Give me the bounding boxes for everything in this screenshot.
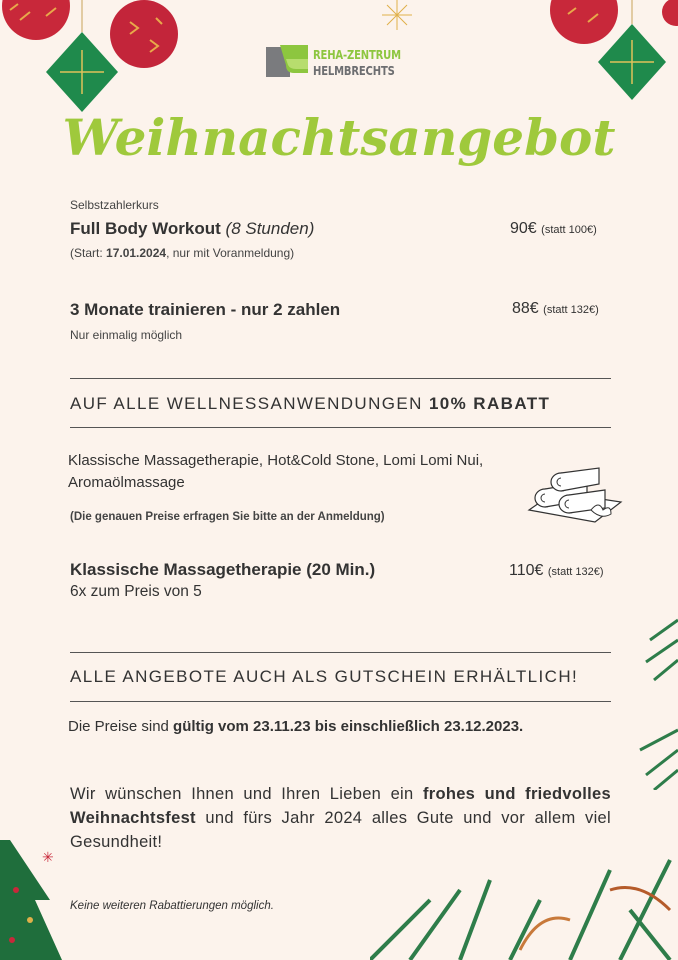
star-sparkle-icon	[380, 0, 414, 32]
validity-dates: gültig vom 23.11.23 bis einschließlich 23.12.2023.	[173, 718, 524, 735]
offer1-price-value: 90€	[510, 220, 537, 237]
validity-prefix: Die Preise sind	[68, 718, 174, 735]
logo-mark-icon	[266, 45, 308, 78]
wellness-heading	[70, 394, 550, 414]
offer2-old-price: (statt 132€)	[543, 304, 599, 316]
offer3-price-value: 110€	[509, 562, 544, 579]
svg-text:✳: ✳	[42, 849, 54, 865]
offer1-title	[70, 219, 314, 239]
greeting-bold: frohes und friedvolles Weihnachtsfest	[70, 785, 611, 827]
wellness-treatments-line1: Klassische Massagetherapie, Hot&Cold Stone, Lomi Lomi Nui,	[68, 452, 484, 469]
voucher-heading: ALLE ANGEBOTE AUCH ALS GUTSCHEIN ERHÄLTLICH!	[70, 667, 579, 686]
reha-zentrum-logo	[266, 45, 426, 81]
greeting-text	[70, 782, 611, 854]
logo-text-line1: REHA-ZENTRUM	[313, 47, 401, 62]
divider	[70, 427, 611, 428]
offer1-start-suffix: , nur mit Voranmeldung)	[166, 246, 295, 260]
offer1-duration: (8 Stunden)	[225, 219, 315, 238]
christmas-tree-icon	[0, 840, 70, 960]
christmas-ornaments-left-icon	[0, 0, 190, 120]
offer1-start	[70, 246, 294, 260]
greeting-part1: Wir wünschen Ihnen und Ihren Lieben ein	[70, 785, 423, 803]
wellness-treatments-line2: Aromaölmassage	[68, 474, 185, 491]
offer2-title: 3 Monate trainieren - nur 2 zahlen	[70, 300, 341, 319]
christmas-ornaments-right-icon	[540, 0, 678, 110]
offer1-start-date: 17.01.2024	[106, 246, 167, 260]
offer3-detail: 6x zum Preis von 5	[70, 583, 202, 600]
footnote: Keine weiteren Rabattierungen möglich.	[70, 900, 274, 912]
offer3-old-price: (statt 132€)	[547, 566, 604, 578]
page-title: Weihnachtsangebot	[62, 108, 616, 167]
greeting-part2: und fürs Jahr 2024 alles Gute und vor allem viel Gesundheit!	[70, 809, 611, 851]
wellness-price-note: (Die genauen Preise erfragen Sie bitte an der Anmeldung)	[70, 511, 385, 523]
logo-text-line2: HELMBRECHTS	[313, 63, 395, 78]
pine-branches-right-icon	[610, 610, 678, 790]
offer2-note: Nur einmalig möglich	[70, 328, 183, 342]
offer2-price-value: 88€	[512, 300, 539, 317]
wellness-discount: 10% RABATT	[428, 394, 551, 413]
offer1-price	[510, 220, 597, 238]
offer2-price	[512, 300, 599, 318]
wellness-heading-prefix: AUF ALLE WELLNESSANWENDUNGEN	[70, 394, 429, 413]
offer1-category: Selbstzahlerkurs	[70, 198, 159, 212]
divider	[70, 652, 611, 653]
validity-text	[68, 718, 523, 735]
divider	[70, 701, 611, 702]
offer3-title: Klassische Massagetherapie (20 Min.)	[70, 560, 376, 579]
offer3-price	[509, 562, 604, 580]
offer1-name: Full Body Workout	[70, 219, 221, 238]
rolled-towels-icon	[525, 462, 623, 532]
offer1-start-prefix: (Start:	[70, 246, 107, 260]
offer1-old-price: (statt 100€)	[541, 224, 597, 236]
divider	[70, 378, 611, 379]
